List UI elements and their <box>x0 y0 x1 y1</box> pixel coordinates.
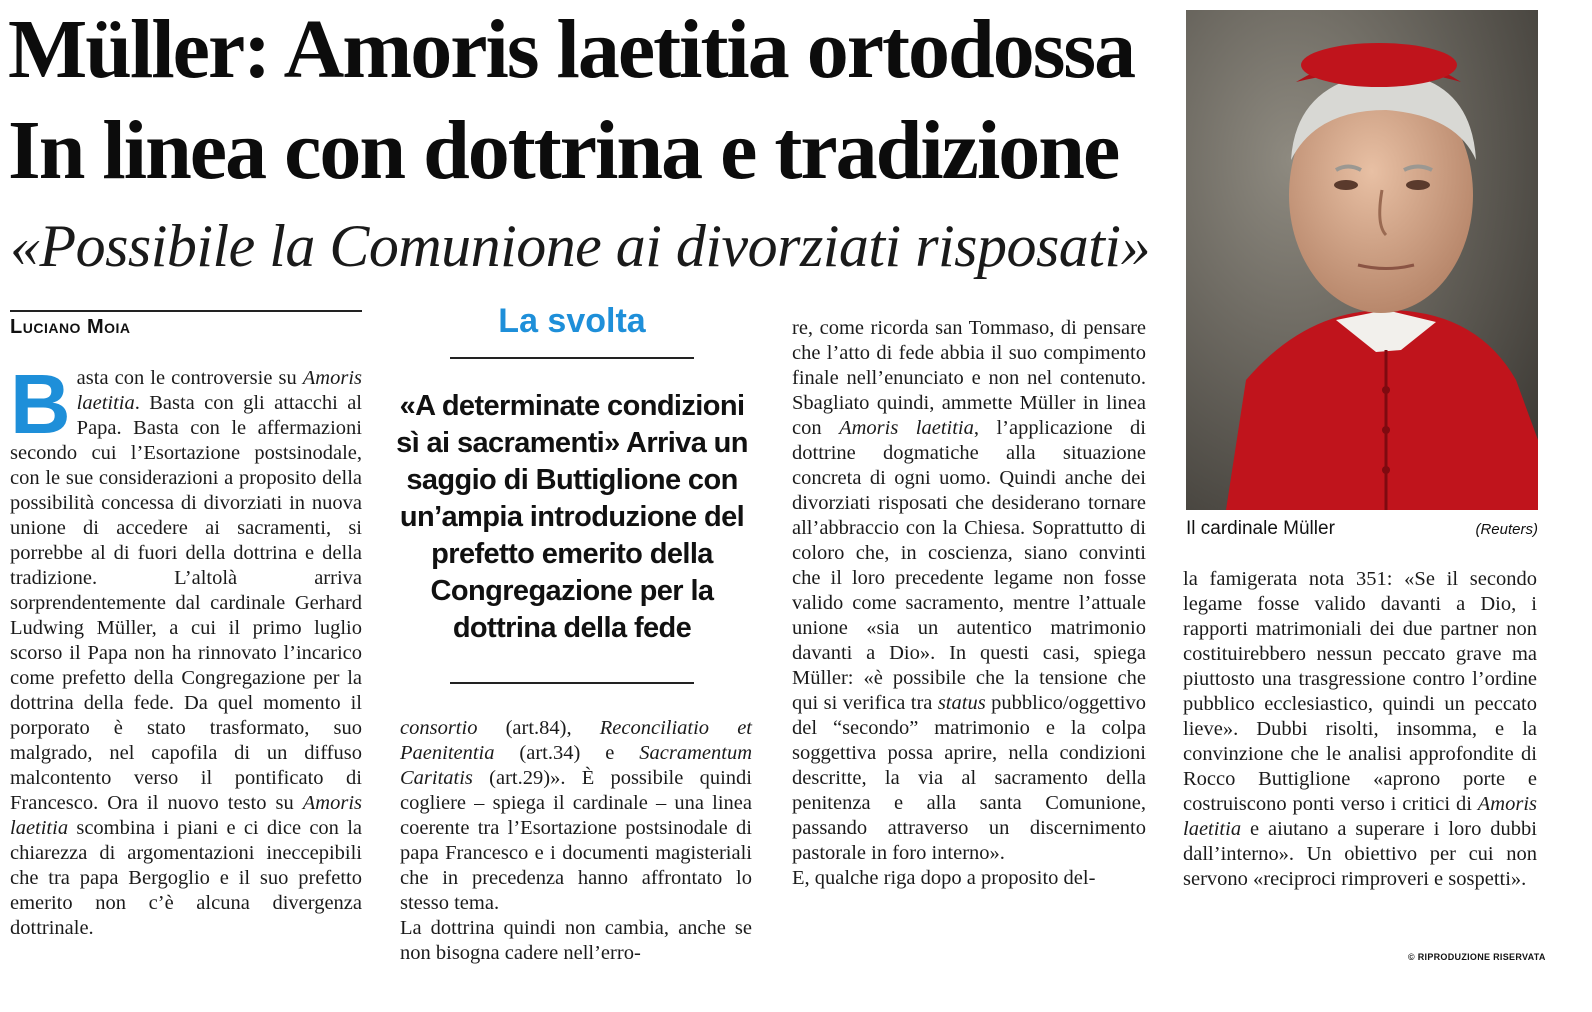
col1-title-a: Amoris laetitia <box>76 367 362 414</box>
sidebar-rule-top <box>450 357 694 359</box>
col3-text-e: pubblico/oggettivo del “secondo” matrimonio e la colpa soggettiva possa aprire, nella condizioni descritte, la via al sacramento della penitenza e alla santa Comunione, passando attraverso un discernimento pastorale in foro interno». <box>792 692 1146 864</box>
col3-paragraph-2: E, qualche riga dopo a proposito del- <box>792 867 1096 889</box>
col3-term-d: status <box>937 692 986 714</box>
headline-line-1: Müller: Amoris laetitia ortodossa <box>8 3 1135 96</box>
col1-text-a: asta con le controversie su <box>76 367 303 389</box>
photo-credit: (Reuters) <box>1475 521 1538 538</box>
byline: Luciano Moia <box>10 316 131 338</box>
col1-text-e: scombina i piani e ci dice con la chiarezza di argomentazioni ineccepibili che tra papa Bergoglio e il suo prefetto emerito non c’è alcuna divergenza dottrinale. <box>10 817 362 939</box>
article-column-2 <box>400 716 752 966</box>
article-column-4 <box>1183 567 1537 892</box>
col2-text-f: (art.29)». È possibile quindi cogliere – spiega il cardinale – una linea coerente tra l’Esortazione postsinodale di papa Francesco e i documenti magisteriali che in precedenza hanno affrontato lo stesso tema. <box>400 767 752 914</box>
col2-ref-e: Sacramentum Caritatis <box>400 742 752 789</box>
col2-ref-a: consortio <box>400 717 478 739</box>
subheadline: «Possibile la Comunione ai divorziati risposati» <box>10 213 1151 279</box>
col2-ref-c: Reconciliatio et Paenitentia <box>400 717 752 764</box>
col1-text-c: . Basta con gli attacchi al Papa. Basta con le affermazioni secondo cui l’Esortazione postsinodale, con le sue considerazioni a proposito della possibilità concessa di divorziati in nuova unione di accedere ai sacramenti, si porrebbe al di fuori della dottrina e della tradizione. L’altolà arriva sorprendentemente dal cardinale Gerhard Ludwing Müller, a cui il primo luglio scorso il Papa non ha rinnovato l’incarico come prefetto della Congregazione per la dottrina della fede. Da quel momento il porporato è stato trasformato, suo malgrado, nel capofila di un diffuso malcontento verso il pontificato di Francesco. Ora il nuovo testo su <box>10 392 362 814</box>
copyright-notice: © RIPRODUZIONE RISERVATA <box>1408 952 1546 962</box>
col3-title-b: Amoris laetitia <box>839 417 974 439</box>
article-column-3 <box>792 316 1146 891</box>
byline-rule <box>10 310 362 312</box>
article-column-1 <box>10 357 362 941</box>
col4-title-b: Amoris laetitia <box>1183 793 1537 840</box>
col2-text-b: (art.84), <box>477 717 600 739</box>
col1-title-b: Amoris laetitia <box>10 792 362 839</box>
headline-line-2: In linea con dottrina e tradizione <box>8 104 1119 197</box>
col4-text-c: e aiutano a superare i loro dubbi dall’interno». Un obiettivo per cui non servono «reciproci rimproveri e sospetti». <box>1183 818 1537 890</box>
photo-caption <box>1186 518 1538 540</box>
photo-caption-text: Il cardinale Müller <box>1186 518 1335 539</box>
col2-paragraph-2: La dottrina quindi non cambia, anche se non bisogna cadere nell’erro- <box>400 917 752 964</box>
col4-text-a: la famigerata nota 351: «Se il secondo legame fosse valido davanti a Dio, i rapporti matrimoniali dei due partner non costituirebbero nessun peccato grave ma piuttosto una trasgressione contro l’ordine pubblico ecclesiastico, quindi un peccato lieve». Dubbi risolti, insomma, e la convinzione che le analisi approfondite di Rocco Buttiglione «aprono porte e costruiscono ponti verso i critici di <box>1183 568 1537 815</box>
col2-text-d: (art.34) e <box>494 742 640 764</box>
drop-cap: B <box>10 357 71 451</box>
col3-text-a: re, come ricorda san Tommaso, di pensare che l’atto di fede abbia il suo compimento finale nell’enunciato e non nel contenuto. Sbagliato quindi, ammette Müller in linea con <box>792 317 1146 439</box>
sidebar-pullquote: «A determinate condizioni sì ai sacramenti» Arriva un saggio di Buttiglione con un’ampia introduzione del prefetto emerito della Congregazione per la dottrina della fede <box>396 390 748 644</box>
col3-text-c: , l’applicazione di dottrine dogmatiche alla situazione concreta di ogni uomo. Quindi anche dei divorziati risposati che desiderano tornare all’abbraccio con la Chiesa. Soprattutto di coloro che, in coscienza, siano convinti che il loro precedente legame non fosse valido come sacramento, mentre l’attuale unione «sia un autentico matrimonio davanti a Dio». In questi casi, spiega Müller: «è possibile che la tensione che qui si verifica tra <box>792 417 1146 714</box>
cardinal-photo <box>1186 10 1538 510</box>
cardinal-portrait-illustration <box>1186 10 1538 510</box>
sidebar-kicker: La svolta <box>498 302 646 340</box>
sidebar-rule-bottom <box>450 682 694 684</box>
